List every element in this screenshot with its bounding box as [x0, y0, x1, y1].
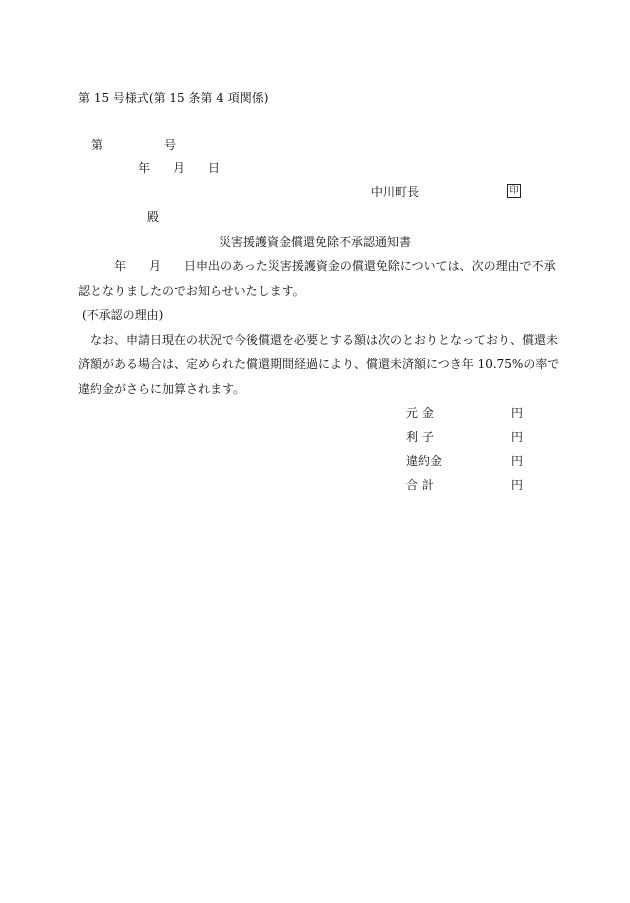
note-line-1: なお、申請日現在の状況で今後償還を必要とする額は次のとおりとなっており、償還未: [90, 333, 559, 347]
reason-heading: (不承認の理由): [82, 308, 164, 322]
seal-mark: 印: [507, 184, 521, 198]
date-year: 年: [138, 161, 151, 175]
amount-label-principal: 元 金: [406, 406, 434, 420]
amount-unit-total: 円: [511, 478, 524, 492]
form-label: 第 15 号様式(第 15 条第 4 項関係): [78, 91, 269, 105]
document-title: 災害援護資金償還免除不承認通知書: [219, 235, 412, 249]
amount-unit-penalty: 円: [511, 454, 524, 468]
body-line-1: 日申出のあった災害援護資金の償還免除については、次の理由で不承: [184, 259, 556, 273]
amount-label-interest: 利 子: [406, 430, 434, 444]
date-month: 月: [173, 161, 186, 175]
date-day: 日: [208, 161, 221, 175]
amount-unit-principal: 円: [511, 406, 524, 420]
amount-unit-interest: 円: [511, 430, 524, 444]
body-line-2: 認となりましたのでお知らせいたします。: [78, 284, 305, 298]
intro-year: 年: [114, 259, 127, 273]
intro-month: 月: [149, 259, 162, 273]
addressee-suffix: 殿: [147, 210, 160, 224]
note-line-2: 済額がある場合は、定められた償還期間経過により、償還未済額につき年 10.75%の率で: [78, 357, 560, 371]
note-line-3: 違約金がさらに加算されます。: [78, 382, 246, 396]
amount-label-penalty: 違約金: [406, 454, 443, 468]
amount-label-total: 合 計: [406, 478, 434, 492]
doc-number-prefix: 第: [91, 138, 104, 152]
doc-number-suffix: 号: [164, 138, 177, 152]
issuer-name: 中川町長: [371, 185, 420, 199]
